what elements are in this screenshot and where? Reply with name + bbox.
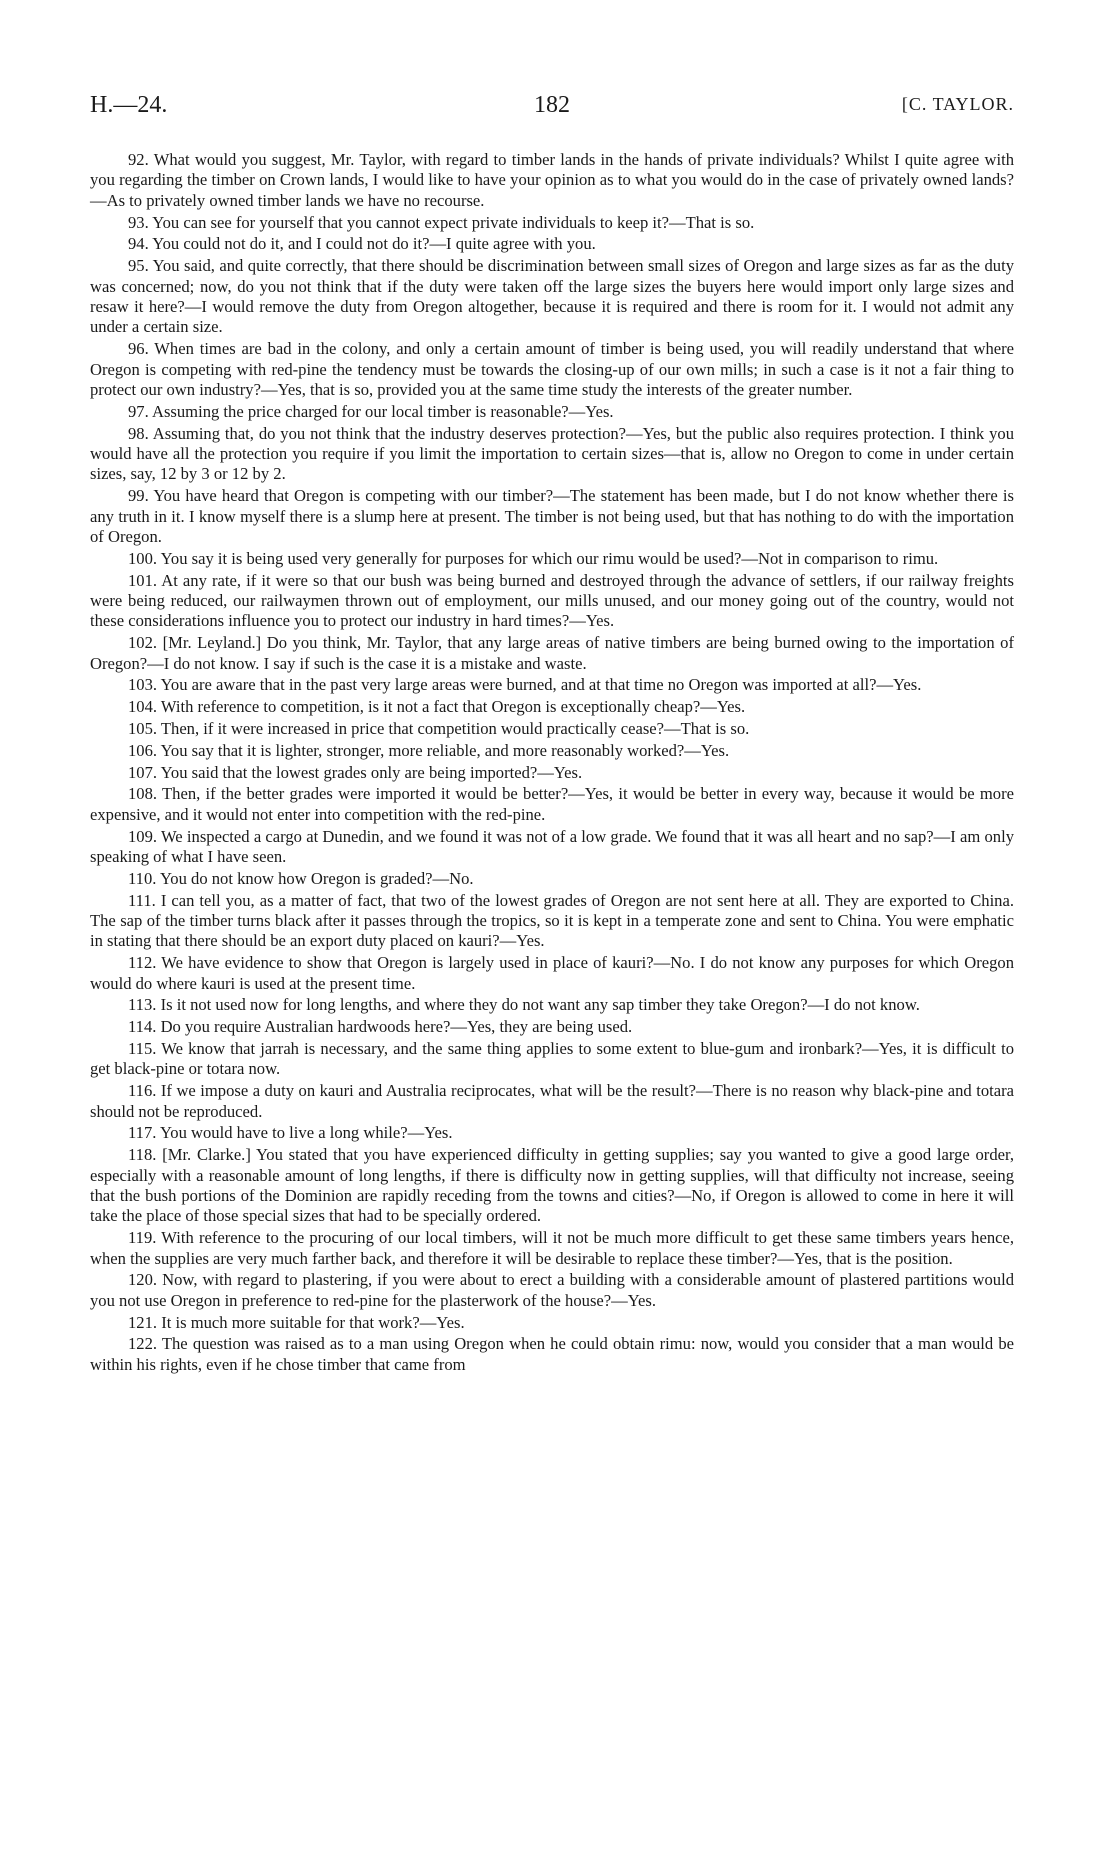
evidence-text bbox=[90, 150, 1014, 1377]
paragraph: 98. Assuming that, do you not think that the industry deserves protection?—Yes, but the public also requires protection. I think you would have all the protection you require if you limit the importation to certain sizes—that is, allow no Oregon to come in under certain sizes, say, 12 by 3 or 12 by 2. bbox=[90, 423, 1014, 484]
paragraph: 100. You say it is being used very generally for purposes for which our rimu would be used?—Not in comparison to rimu. bbox=[128, 548, 939, 568]
paragraph: 113. Is it not used now for long lengths, and where they do not want any sap timber they take Oregon?—I do not know. bbox=[128, 995, 920, 1015]
page-header bbox=[90, 92, 1014, 132]
paragraph: 112. We have evidence to show that Oregon is largely used in place of kauri?—No. I do not know any purposes for which Oregon would do where kauri is used at the present time. bbox=[90, 953, 1014, 993]
document-code: H.—24. bbox=[90, 92, 168, 118]
paragraph: 106. You say that it is lighter, stronger, more reliable, and more reasonably worked?—Yes. bbox=[128, 740, 730, 760]
paragraph: 121. It is much more suitable for that work?—Yes. bbox=[128, 1312, 465, 1332]
paragraph: 109. We inspected a cargo at Dunedin, and we found it was not of a low grade. We found that it was all heart and no sap?—I am only speaking of what I have seen. bbox=[90, 826, 1014, 867]
paragraph: 92. What would you suggest, Mr. Taylor, with regard to timber lands in the hands of private individuals? Whilst I quite agree with you regarding the timber on Crown lands, I would like to have your opinion as to what you would do in the case of privately owned lands?—As to privately owned timber lands we have no recourse. bbox=[90, 150, 1014, 210]
paragraph: 105. Then, if it were increased in price that competition would practically cease?—That is so. bbox=[128, 719, 750, 739]
paragraph: 110. You do not know how Oregon is graded?—No. bbox=[128, 868, 474, 888]
paragraph: 116. If we impose a duty on kauri and Australia reciprocates, what will be the result?—There is no reason why black-pine and totara should not be reproduced. bbox=[90, 1081, 1014, 1121]
paragraph: 108. Then, if the better grades were imported it would be better?—Yes, it would be better in every way, because it would be more expensive, and it would not enter into competition with the red-pine. bbox=[90, 784, 1014, 824]
paragraph: 120. Now, with regard to plastering, if you were about to erect a building with a considerable amount of plastered partitions would you not use Oregon in preference to red-pine for the plasterwork of the house?—Yes. bbox=[90, 1270, 1014, 1310]
paragraph: 115. We know that jarrah is necessary, and the same thing applies to some extent to blue-gum and ironbark?—Yes, it is difficult to get black-pine or totara now. bbox=[90, 1039, 1014, 1079]
paragraph: 104. With reference to competition, is it not a fact that Oregon is exceptionally cheap?—Yes. bbox=[128, 697, 746, 717]
paragraph: 119. With reference to the procuring of our local timbers, will it not be much more difficult to get these same timbers years hence, when the supplies are very much farther back, and therefore it will be desirable to replace these timber?—Yes, that is the position. bbox=[90, 1228, 1014, 1268]
paragraph: 99. You have heard that Oregon is competing with our timber?—The statement has been made, but I do not know whether there is any truth in it. I know myself there is a slump here at present. The timber is not being used, but that has nothing to do with the importation of Oregon. bbox=[90, 486, 1014, 547]
paragraph: 111. I can tell you, as a matter of fact, that two of the lowest grades of Oregon are not sent here at all. They are exported to China. The sap of the timber turns black after it passes through the tropics, so it is kept in a temperate zone and sent to China. You were emphatic in stating that there should be an export duty placed on kauri?—Yes. bbox=[90, 890, 1014, 951]
paragraph: 94. You could not do it, and I could not do it?—I quite agree with you. bbox=[128, 234, 596, 254]
paragraph: 107. You said that the lowest grades only are being imported?—Yes. bbox=[128, 762, 583, 782]
page-number: 182 bbox=[534, 92, 570, 118]
paragraph: 118. [Mr. Clarke.] You stated that you have experienced difficulty in getting supplies; say you wanted to give a good large order, especially with a reasonable amount of long lengths, if there is difficulty now in getting supplies, will that difficulty not increase, seeing that the bush portions of the Dominion are rapidly receding from the towns and cities?—No, if Oregon is allowed to come in here it will take the place of those special sizes that had to be specially ordered. bbox=[90, 1145, 1014, 1226]
paragraph: 117. You would have to live a long while?—Yes. bbox=[128, 1123, 453, 1143]
paragraph: 95. You said, and quite correctly, that there should be discrimination between small sizes of Oregon and large sizes as far as the duty was concerned; now, do you not think that if the duty were taken off the large sizes the buyers here would import only large sizes and resaw it here?—I would remove the duty from Oregon altogether, because it is required and there is room for it. I would not admit any under a certain size. bbox=[90, 256, 1014, 337]
paragraph: 114. Do you require Australian hardwoods here?—Yes, they are being used. bbox=[128, 1017, 633, 1037]
paragraph: 97. Assuming the price charged for our local timber is reasonable?—Yes. bbox=[128, 401, 614, 421]
paragraph: 103. You are aware that in the past very large areas were burned, and at that time no Oregon was imported at all?—Yes. bbox=[128, 675, 922, 695]
paragraph: 122. The question was raised as to a man using Oregon when he could obtain rimu: now, would you consider that a man would be within his rights, even if he chose timber that came from bbox=[90, 1334, 1014, 1374]
witness-name: [C. TAYLOR. bbox=[901, 94, 1014, 114]
paragraph: 101. At any rate, if it were so that our bush was being burned and destroyed through the advance of settlers, if our railway freights were being reduced, our railwaymen thrown out of employment, our mills unused, and our money going out of the country, would not these considerations influence you to protect our industry in hard times?—Yes. bbox=[90, 570, 1014, 631]
paragraph: 93. You can see for yourself that you cannot expect private individuals to keep it?—That is so. bbox=[128, 212, 755, 232]
paragraph: 102. [Mr. Leyland.] Do you think, Mr. Taylor, that any large areas of native timbers are being burned owing to the importation of Oregon?—I do not know. I say if such is the case it is a mistake and waste. bbox=[90, 633, 1014, 673]
paragraph: 96. When times are bad in the colony, and only a certain amount of timber is being used, you will readily understand that where Oregon is competing with red-pine the tendency must be towards the closing-up of our own mills; in such a case is it not a fair thing to protect our own industry?—Yes, that is so, provided you at the same time study the interests of the greater number. bbox=[90, 339, 1014, 400]
